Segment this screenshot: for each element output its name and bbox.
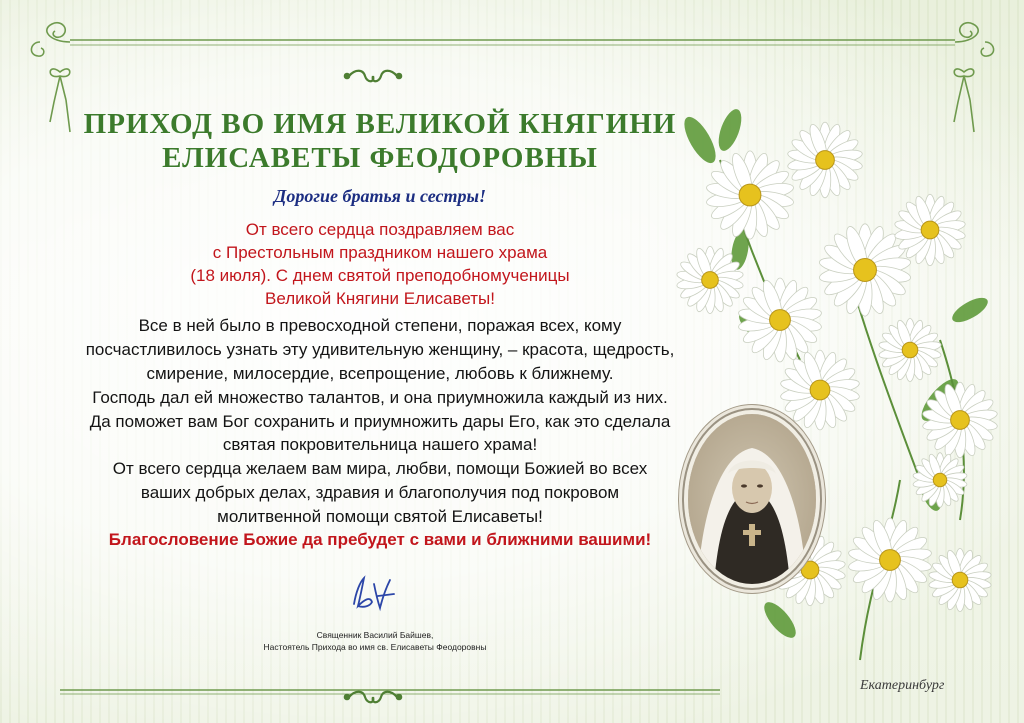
body-line: Господь дал ей множество талантов, и она приумножила каждый из них. [92,388,668,407]
congrats-line: (18 июля). С днем святой преподобномученицы [190,266,570,285]
vine-divider-icon [345,692,401,703]
greeting-heading: Дорогие братья и сестры! [274,186,486,206]
body-line: святая покровительница нашего храма! [222,435,538,454]
daisy-flower [787,122,863,198]
body-line: посчастливилось узнать эту удивительную женщину, – красота, щедрость, [85,340,675,359]
vine-divider-icon [345,71,401,82]
signature-role: Настоятель Прихода во имя св. Елисаветы Феодоровны [263,642,487,652]
closing-blessing: Благословение Божие да пребудет с вами и ближними вашими! [108,530,652,549]
congrats-line: Великой Княгини Елисаветы! [265,289,495,308]
daisy-flower [738,278,823,362]
body-line: От всего сердца желаем вам мира, любви, помощи Божией во всех [112,459,648,478]
body-line: молитвенной помощи святой Елисаветы! [217,507,543,526]
daisy-flower [780,350,861,430]
daisy-flower [928,549,992,612]
scroll-ornament-icon [955,23,994,56]
congrats-line: с Престольным праздником нашего храма [212,243,548,262]
city-label: Екатеринбург [860,678,945,693]
handwritten-signature [346,574,406,614]
scroll-ornament-icon [31,23,70,56]
body-line: ваших добрых делах, здравия и благополучия под покровом [140,483,620,502]
signature-name: Священник Василий Байшев, [316,630,434,640]
page-title-line-1: ПРИХОД ВО ИМЯ ВЕЛИКОЙ КНЯГИНИ [83,108,677,140]
daisy-flower [848,518,933,602]
page-title-line-2: ЕЛИСАВЕТЫ ФЕОДОРОВНЫ [162,142,598,174]
body-line: смирение, милосердие, всепрощение, любовь к ближнему. [146,364,614,383]
congrats-line: От всего сердца поздравляем вас [245,220,515,239]
daisy-flower [878,319,942,382]
daisy-flower [912,453,967,508]
daisy-flower [894,194,966,265]
body-line: Все в ней было в превосходной степени, поражая всех, кому [138,316,622,335]
body-line: Да поможет вам Бог сохранить и приумножить дары Его, как это сделала [89,412,671,431]
